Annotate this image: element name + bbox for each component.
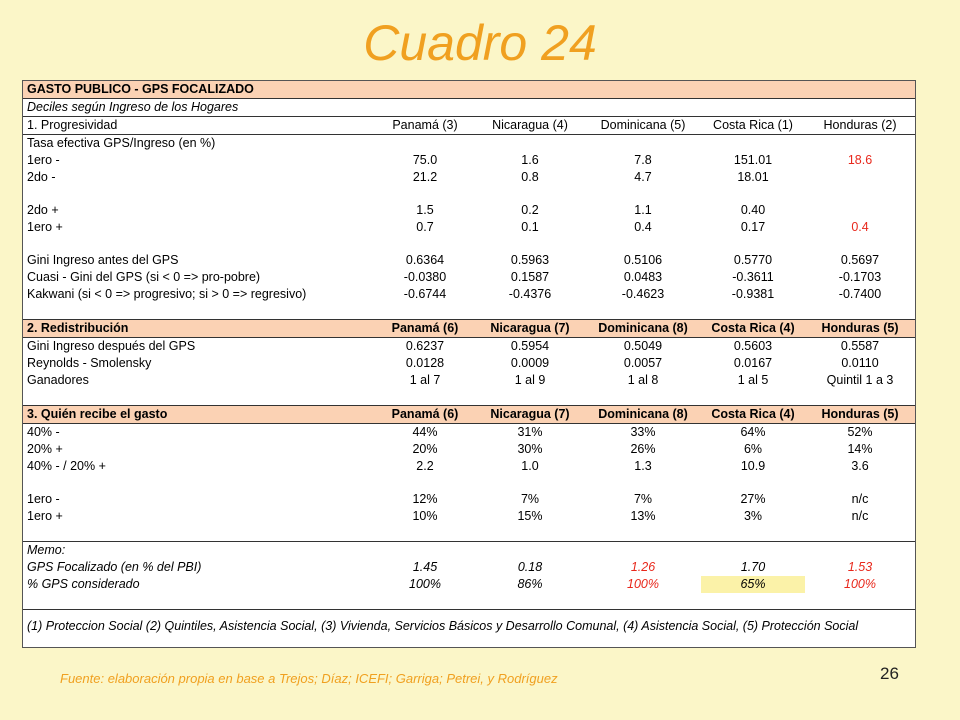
cell-value: 1.53 [847,560,873,574]
row-label: Kakwani (si < 0 => progresivo; si > 0 => regresivo) [27,287,307,301]
cell-value: 0.0483 [623,270,663,284]
section2-title: 2. Redistribución [23,320,375,338]
cell-value: 12% [412,492,438,506]
cell-value: 15% [517,509,543,523]
table-row [23,559,915,576]
section3-col-header: Dominicana (8) [585,406,701,424]
cell-value: 0.17 [740,220,766,234]
section3-title: 3. Quién recibe el gasto [23,406,375,424]
cell-value: 13% [630,509,656,523]
cell-value: 0.0057 [623,356,663,370]
cell-value: 0.4 [851,220,869,234]
cell-value: 0.5587 [840,339,880,353]
cell-value: 0.6237 [405,339,445,353]
table-row [23,491,915,508]
cell-value: 14% [847,442,873,456]
cell-value: 20% [412,442,438,456]
cell-value: 3.6 [851,459,869,473]
slide-title: Cuadro 24 [363,15,597,71]
cell-value: 100% [627,577,659,591]
table-header-row [23,81,915,99]
row-label: Cuasi - Gini del GPS (si < 0 => pro-pobre) [27,270,261,284]
cell-value: 0.5770 [733,253,773,267]
cell-value: 1.1 [634,203,652,217]
row-label: 40% - / 20% + [27,459,106,473]
spacer-row [23,525,915,542]
section3-col-header: Honduras (5) [805,406,915,424]
table-row [23,169,915,186]
cell-value: 1.6 [521,153,539,167]
cell-value: 1 al 7 [409,373,441,387]
section2-col-header: Honduras (5) [805,320,915,338]
cell-value: 1.0 [521,459,539,473]
row-label: 2do + [27,203,59,217]
cell-value: 0.5954 [510,339,550,353]
cell-value: 86% [517,577,543,591]
spreadsheet-table [22,80,916,648]
cell-value: 31% [517,425,543,439]
spacer-row [23,186,915,202]
section3-col-header: Nicaragua (7) [475,406,585,424]
cell-value: 1.3 [634,459,652,473]
cell-value: 7.8 [634,153,652,167]
row-label: 20% + [27,442,63,456]
cell-value: 10% [412,509,438,523]
cell-value: 100% [409,577,441,591]
section3-col-header: Costa Rica (4) [701,406,805,424]
footnote: (1) Proteccion Social (2) Quintiles, Asistencia Social, (3) Vivienda, Servicios Básicos y Desarrollo Comunal, (4) Asistencia Social, (5) Protección Social [27,619,859,633]
table-row [23,338,915,356]
table-row [23,355,915,372]
table-subtitle: Deciles según Ingreso de los Hogares [23,99,915,117]
cell-value: 18.6 [847,153,873,167]
row-label: 40% - [27,425,60,439]
table-main-title: GASTO PUBLICO - GPS FOCALIZADO [23,81,915,99]
memo-title: Memo: [27,543,66,557]
cell-value: -0.3611 [732,270,774,284]
table-row [23,576,915,593]
cell-value: 1.5 [416,203,434,217]
cell-value: 26% [630,442,656,456]
data-table [23,81,915,642]
row-label: Gini Ingreso después del GPS [27,339,196,353]
cell-value: 7% [633,492,653,506]
table-row [23,508,915,525]
section1-subtitle-row [23,135,915,153]
cell-value: 0.0110 [841,356,879,370]
cell-value: 0.4 [634,220,652,234]
table-row [23,202,915,219]
cell-value [805,202,915,219]
row-label: Reynolds - Smolensky [27,356,152,370]
cell-value: -0.6744 [403,287,447,301]
table-row [23,286,915,303]
cell-value: 6% [743,442,763,456]
cell-value: 2.2 [416,459,434,473]
cell-value: 100% [844,577,876,591]
section1-col-header: Panamá (3) [375,117,475,135]
cell-value: 30% [517,442,543,456]
cell-value: -0.4623 [621,287,665,301]
section1-col-header: Nicaragua (4) [475,117,585,135]
cell-value: 0.40 [740,203,766,217]
spacer-row [23,593,915,610]
cell-value: 0.0128 [405,356,445,370]
spacer-row [23,475,915,491]
section1-col-header: Honduras (2) [805,117,915,135]
table-row [23,152,915,169]
footnote-row [23,610,915,643]
spacer-row [23,389,915,406]
cell-value: 52% [847,425,873,439]
cell-value: 0.7 [416,220,434,234]
table-row [23,252,915,269]
cell-value: 0.5106 [623,253,663,267]
section1-col-header: Costa Rica (1) [701,117,805,135]
section3-header-row [23,406,915,424]
cell-value: 21.2 [412,170,438,184]
cell-value: 1 al 9 [514,373,546,387]
section2-col-header: Dominicana (8) [585,320,701,338]
cell-value: -0.4376 [508,287,552,301]
section3-col-header: Panamá (6) [375,406,475,424]
row-label: 1ero - [27,492,60,506]
table-row [23,372,915,389]
section2-header-row [23,320,915,338]
cell-value: 1 al 8 [627,373,659,387]
section2-col-header: Nicaragua (7) [475,320,585,338]
cell-value-highlighted: 65% [701,576,805,593]
memo-title-row [23,542,915,560]
cell-value: 27% [740,492,766,506]
cell-value: 0.0167 [733,356,773,370]
row-label: 1ero - [27,153,60,167]
cell-value: 0.5049 [623,339,663,353]
cell-value: 0.1587 [510,270,550,284]
spacer-row [23,303,915,320]
cell-value: -0.0380 [403,270,447,284]
table-row [23,424,915,442]
section1-header-row [23,117,915,135]
row-label: % GPS considerado [27,577,140,591]
table-row [23,269,915,286]
spacer-row [23,236,915,252]
cell-value: 1 al 5 [737,373,769,387]
row-label: 2do - [27,170,56,184]
cell-value: -0.1703 [838,270,882,284]
cell-value: 1.26 [630,560,656,574]
source-note: Fuente: elaboración propia en base a Trejos; Díaz; ICEFI; Garriga; Petrei, y Rodríguez [60,671,558,686]
cell-value: 10.9 [740,459,766,473]
table-subtitle-row [23,99,915,117]
cell-value: 4.7 [634,170,652,184]
cell-value: 7% [520,492,540,506]
cell-value [805,169,915,186]
page-number: 26 [880,664,899,683]
cell-value: n/c [851,492,869,506]
section1-col-header: Dominicana (5) [585,117,701,135]
cell-value: -0.9381 [731,287,775,301]
section2-col-header: Panamá (6) [375,320,475,338]
cell-value: 0.2 [521,203,539,217]
cell-value: 44% [412,425,438,439]
table-row [23,441,915,458]
row-label: 1ero + [27,509,63,523]
cell-value: 75.0 [412,153,438,167]
table-row [23,458,915,475]
section1-title: 1. Progresividad [23,117,375,135]
cell-value: n/c [851,509,869,523]
row-label: 1ero + [27,220,63,234]
cell-value: 1.70 [740,560,766,574]
cell-value: 18.01 [737,170,769,184]
section1-subtitle: Tasa efectiva GPS/Ingreso (en %) [27,136,216,150]
cell-value: 0.6364 [405,253,445,267]
cell-value: 33% [630,425,656,439]
cell-value: 0.5963 [510,253,550,267]
cell-value: 0.0009 [510,356,550,370]
cell-value: Quintil 1 a 3 [826,373,894,387]
cell-value: 0.5603 [733,339,773,353]
cell-value: 0.18 [517,560,543,574]
cell-value: 0.1 [521,220,539,234]
row-label: Gini Ingreso antes del GPS [27,253,179,267]
cell-value: 0.8 [521,170,539,184]
section2-col-header: Costa Rica (4) [701,320,805,338]
cell-value: 3% [743,509,763,523]
cell-value: 64% [740,425,766,439]
table-row [23,219,915,236]
cell-value: 151.01 [733,153,773,167]
cell-value: -0.7400 [838,287,882,301]
cell-value: 1.45 [412,560,438,574]
row-label: GPS Focalizado (en % del PBI) [27,560,202,574]
row-label: Ganadores [27,373,89,387]
cell-value: 0.5697 [840,253,880,267]
